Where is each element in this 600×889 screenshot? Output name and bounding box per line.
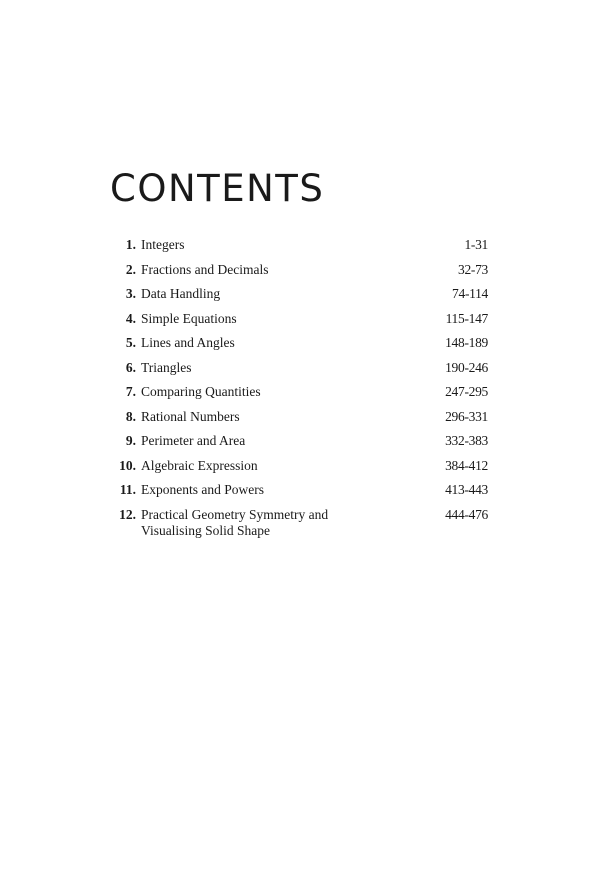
toc-entry[interactable] [114,384,488,409]
chapter-title: Comparing Quantities [141,384,261,399]
chapter-number: 11. [119,482,136,497]
page-range: 190-246 [445,359,488,375]
chapter-number: 12. [119,506,136,522]
chapter-number: 4. [125,310,136,326]
page-range: 247-295 [445,384,488,399]
chapter-title: Rational Numbers [141,408,240,424]
chapter-title: Practical Geometry Symmetry and Visualising Solid Shape [141,506,329,538]
page-range: 148-189 [445,335,488,350]
chapter-number: 10. [119,457,136,473]
toc-entry[interactable] [114,482,488,507]
chapter-number: 3. [125,286,136,301]
page-range: 74-114 [452,286,488,301]
chapter-title: Simple Equations [141,310,237,326]
page-range: 1-31 [464,237,488,252]
chapter-number: 2. [125,261,136,277]
chapter-title: Data Handling [141,286,221,301]
chapter-number: 1. [125,237,136,252]
table-of-contents [114,237,488,539]
chapter-title: Algebraic Expression [141,457,258,473]
toc-entry[interactable] [114,286,488,311]
toc-entry[interactable] [114,237,488,262]
chapter-number: 7. [125,384,136,399]
chapter-number: 8. [125,408,136,424]
page-title: CONTENTS [110,167,325,210]
chapter-title: Exponents and Powers [141,482,264,497]
chapter-number: 5. [125,335,136,350]
toc-entry[interactable] [114,433,488,458]
toc-entry[interactable] [114,311,488,336]
chapter-title: Lines and Angles [141,335,235,350]
page-range: 444-476 [445,506,488,522]
toc-entry[interactable] [114,409,488,434]
toc-entry[interactable] [114,507,488,539]
chapter-title: Fractions and Decimals [141,261,269,277]
toc-entry[interactable] [114,262,488,287]
toc-entry[interactable] [114,360,488,385]
chapter-title: Perimeter and Area [141,433,246,448]
toc-entry[interactable] [114,458,488,483]
page-range: 413-443 [445,482,488,497]
page-range: 384-412 [445,457,488,473]
page-range: 296-331 [445,408,488,424]
page-range: 32-73 [458,261,488,277]
page-range: 115-147 [445,310,488,326]
chapter-number: 6. [125,359,136,375]
chapter-number: 9. [125,433,136,448]
toc-entry[interactable] [114,335,488,360]
page-range: 332-383 [445,433,488,448]
chapter-title: Integers [141,237,185,252]
chapter-title: Triangles [141,359,192,375]
